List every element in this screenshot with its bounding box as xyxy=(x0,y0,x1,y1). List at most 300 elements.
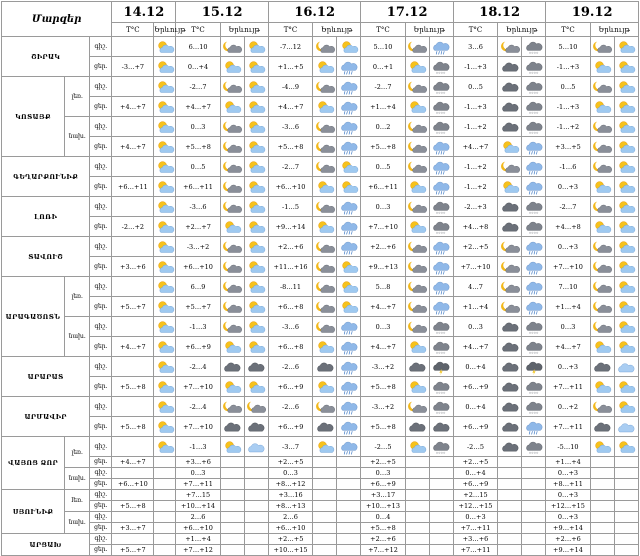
weather-cell xyxy=(590,317,614,337)
weather-cell xyxy=(614,177,638,197)
weather-cell xyxy=(405,417,429,437)
rain-cloud-icon xyxy=(431,300,451,316)
moon-cloud-icon xyxy=(407,120,427,136)
rain-cloud-icon xyxy=(431,140,451,156)
weather-cell xyxy=(220,534,244,545)
weather-cell xyxy=(405,77,429,97)
weather-cell xyxy=(498,523,522,534)
region-name: ՍՅՈՒՆԻՔ xyxy=(2,490,65,534)
temperature-value: 0…5 xyxy=(546,77,590,97)
temperature-value: +6…+9 xyxy=(453,417,497,437)
temperature-value: -1…+2 xyxy=(453,177,497,197)
sun-cloud-icon xyxy=(246,100,266,116)
temperature-value: -1…+3 xyxy=(546,97,590,117)
weather-cell xyxy=(498,501,522,512)
cloud-icon xyxy=(616,420,636,436)
moon-cloud-icon xyxy=(592,240,612,256)
weather-cell xyxy=(614,317,638,337)
forecast-row xyxy=(2,177,639,197)
weather-cell xyxy=(337,357,361,377)
forecast-row xyxy=(2,77,639,97)
weather-cell xyxy=(154,501,176,512)
weather-cell xyxy=(614,397,638,417)
sun-cloud-icon xyxy=(155,40,175,56)
weather-cell xyxy=(522,377,546,397)
moon-cloud-icon xyxy=(222,80,242,96)
sun-cloud-icon xyxy=(407,220,427,236)
rain-cloud-icon xyxy=(524,300,544,316)
weather-cell xyxy=(429,157,453,177)
temperature-value: 0…3 xyxy=(361,197,405,217)
weather-cell xyxy=(498,237,522,257)
day-night-label: գիշ. xyxy=(90,117,112,137)
temperature-value: +12…+15 xyxy=(546,501,590,512)
temperature-value: 0…5 xyxy=(176,157,220,177)
sun-cloud-icon xyxy=(155,240,175,256)
day-night-label: ցեր. xyxy=(90,545,112,556)
weather-cell xyxy=(244,523,268,534)
weather-cell xyxy=(590,468,614,479)
rain-cloud-icon xyxy=(339,60,359,76)
temperature-value: +5…+7 xyxy=(176,297,220,317)
weather-cell xyxy=(498,437,522,457)
weather-cell xyxy=(590,97,614,117)
sun-cloud-icon xyxy=(592,340,612,356)
weather-cell xyxy=(522,337,546,357)
temperature-value: +5…+7 xyxy=(112,297,154,317)
weather-cell xyxy=(313,534,337,545)
day-night-label: ցեր. xyxy=(90,457,112,468)
snow-cloud-icon xyxy=(524,80,544,96)
weather-cell xyxy=(313,277,337,297)
weather-cell xyxy=(244,77,268,97)
weather-cell xyxy=(244,457,268,468)
forecast-row xyxy=(2,468,639,479)
sun-cloud-icon xyxy=(407,100,427,116)
weather-cell xyxy=(614,277,638,297)
weather-cell xyxy=(337,523,361,534)
sun-cloud-icon xyxy=(246,120,266,136)
weather-cell xyxy=(313,457,337,468)
temperature-value: 0…+3 xyxy=(546,177,590,197)
temperature-value: +3…+6 xyxy=(176,457,220,468)
weather-cell xyxy=(590,417,614,437)
temperature-value: -2…4 xyxy=(176,357,220,377)
weather-cell xyxy=(590,117,614,137)
temperature-value: +6…+9 xyxy=(268,377,312,397)
temperature-value: +1…+4 xyxy=(176,534,220,545)
weather-cell xyxy=(337,57,361,77)
weather-cell xyxy=(337,237,361,257)
temperature-value: -1…5 xyxy=(268,197,312,217)
weather-cell xyxy=(154,468,176,479)
moon-cloud-icon xyxy=(407,80,427,96)
weather-cell xyxy=(405,157,429,177)
snow-cloud-icon xyxy=(431,100,451,116)
rain-cloud-icon xyxy=(339,120,359,136)
sun-cloud-icon xyxy=(246,260,266,276)
temperature-value: 0…3 xyxy=(361,317,405,337)
temperature-value: +6…+10 xyxy=(268,177,312,197)
weather-cell xyxy=(313,37,337,57)
thunder-cloud-icon xyxy=(524,360,544,376)
weather-cell xyxy=(429,37,453,57)
day-night-label: ցեր. xyxy=(90,297,112,317)
temperature-value: 0…3 xyxy=(546,317,590,337)
temperature-value: -2…6 xyxy=(268,397,312,417)
weather-cell xyxy=(337,257,361,277)
weather-cell xyxy=(244,501,268,512)
temperature-value: -3…+7 xyxy=(112,57,154,77)
weather-cell xyxy=(522,501,546,512)
weather-cell xyxy=(429,217,453,237)
temperature-value: 6…9 xyxy=(176,277,220,297)
weather-cell xyxy=(337,457,361,468)
weather-cell xyxy=(405,512,429,523)
weather-cell xyxy=(244,97,268,117)
forecast-row xyxy=(2,277,639,297)
region-name: ԱՐԱԳԱԾՈՏՆ xyxy=(2,277,65,357)
weather-cell xyxy=(429,501,453,512)
weather-cell xyxy=(429,257,453,277)
weather-cell xyxy=(522,534,546,545)
temperature-value: 5…10 xyxy=(546,37,590,57)
subregion-label: լեռ. xyxy=(65,77,90,117)
temperature-value xyxy=(112,37,154,57)
sun-cloud-icon xyxy=(155,420,175,436)
sun-cloud-icon xyxy=(616,200,636,216)
weather-cell xyxy=(405,137,429,157)
snow-cloud-icon xyxy=(524,220,544,236)
forecast-row xyxy=(2,337,639,357)
weather-cell xyxy=(590,37,614,57)
weather-cell xyxy=(429,177,453,197)
sun-cloud-icon xyxy=(592,380,612,396)
region-name: ԳԵՂԱՐՔՈՒՆԻՔ xyxy=(2,157,90,197)
weather-cell xyxy=(405,545,429,556)
sun-cloud-icon xyxy=(315,180,335,196)
weather-cell xyxy=(405,437,429,457)
weather-cell xyxy=(405,297,429,317)
weather-cell xyxy=(220,217,244,237)
temperature-value: +1…+5 xyxy=(268,57,312,77)
weather-cell xyxy=(614,297,638,317)
dark-cloud-icon xyxy=(315,420,335,436)
forecast-row xyxy=(2,397,639,417)
weather-cell xyxy=(590,357,614,377)
dark-cloud-icon xyxy=(592,420,612,436)
weather-cell xyxy=(405,397,429,417)
sun-cloud-icon xyxy=(246,220,266,236)
weather-cell xyxy=(220,317,244,337)
temperature-value xyxy=(112,534,154,545)
weather-cell xyxy=(429,77,453,97)
temperature-column-header: T°C xyxy=(176,23,220,37)
weather-cell xyxy=(590,397,614,417)
moon-cloud-icon xyxy=(407,260,427,276)
temperature-value: -3…6 xyxy=(268,117,312,137)
weather-cell xyxy=(220,117,244,137)
weather-cell xyxy=(522,468,546,479)
temperature-value: +6…+11 xyxy=(112,177,154,197)
dark-cloud-icon xyxy=(500,60,520,76)
weather-cell xyxy=(313,197,337,217)
rain-cloud-icon xyxy=(339,380,359,396)
moon-cloud-icon xyxy=(407,140,427,156)
weather-cell xyxy=(522,197,546,217)
dark-cloud-icon xyxy=(500,100,520,116)
weather-cell xyxy=(313,317,337,337)
weather-cell xyxy=(313,512,337,523)
weather-cell xyxy=(522,417,546,437)
regions-header: Մարզեր xyxy=(2,2,112,37)
weather-cell xyxy=(337,137,361,157)
region-name: ԱՐԱՐԱՏ xyxy=(2,357,90,397)
weather-cell xyxy=(337,97,361,117)
day-night-label: ցեր. xyxy=(90,97,112,117)
weather-cell xyxy=(614,77,638,97)
weather-cell xyxy=(498,177,522,197)
temperature-value: 0…+3 xyxy=(453,512,497,523)
weather-cell xyxy=(614,417,638,437)
weather-cell xyxy=(244,317,268,337)
weather-cell xyxy=(429,337,453,357)
weather-cell xyxy=(313,417,337,437)
temperature-value: 0…5 xyxy=(453,77,497,97)
weather-cell xyxy=(244,297,268,317)
sun-cloud-icon xyxy=(616,220,636,236)
forecast-row xyxy=(2,377,639,397)
weather-cell xyxy=(154,37,176,57)
weather-cell xyxy=(337,479,361,490)
weather-cell xyxy=(313,97,337,117)
weather-cell xyxy=(429,137,453,157)
dark-cloud-icon xyxy=(315,360,335,376)
temperature-value: +2…+5 xyxy=(361,457,405,468)
temperature-value: +6…+9 xyxy=(176,337,220,357)
temperature-value: +5…+8 xyxy=(112,501,154,512)
dark-cloud-icon xyxy=(500,440,520,456)
forecast-row xyxy=(2,357,639,377)
sun-cloud-icon xyxy=(246,340,266,356)
rain-cloud-icon xyxy=(339,340,359,356)
weather-cell xyxy=(313,177,337,197)
date-header: 17.12 xyxy=(361,2,453,23)
weather-cell xyxy=(522,237,546,257)
temperature-value xyxy=(112,237,154,257)
sun-cloud-icon xyxy=(616,380,636,396)
temperature-value: +3…+7 xyxy=(112,523,154,534)
temperature-value: +6…+9 xyxy=(268,417,312,437)
forecast-row xyxy=(2,534,639,545)
rain-cloud-icon xyxy=(524,240,544,256)
moon-cloud-icon xyxy=(500,160,520,176)
moon-cloud-icon xyxy=(407,240,427,256)
temperature-value: +4…+7 xyxy=(546,337,590,357)
weather-cell xyxy=(154,437,176,457)
temperature-value: +7…+10 xyxy=(176,417,220,437)
temperature-value: +5…+7 xyxy=(112,545,154,556)
moon-cloud-icon xyxy=(592,40,612,56)
weather-cell xyxy=(405,97,429,117)
temperature-value: +7…+10 xyxy=(361,217,405,237)
sun-cloud-icon xyxy=(155,220,175,236)
sun-cloud-icon xyxy=(339,260,359,276)
weather-cell xyxy=(498,534,522,545)
weather-cell xyxy=(429,545,453,556)
temperature-value: +6…+10 xyxy=(176,523,220,534)
temperature-value: +7…+12 xyxy=(361,545,405,556)
snow-cloud-icon xyxy=(524,380,544,396)
temperature-value: 7…10 xyxy=(546,277,590,297)
rain-cloud-icon xyxy=(339,100,359,116)
weather-cell xyxy=(429,417,453,437)
moon-cloud-icon xyxy=(222,320,242,336)
weather-cell xyxy=(244,37,268,57)
weather-cell xyxy=(220,377,244,397)
temperature-value xyxy=(112,157,154,177)
weather-cell xyxy=(154,337,176,357)
sun-cloud-icon xyxy=(616,140,636,156)
sun-cloud-icon xyxy=(315,340,335,356)
temperature-value: +6…+9 xyxy=(361,479,405,490)
sun-cloud-icon xyxy=(616,280,636,296)
day-night-label: ցեր. xyxy=(90,257,112,277)
weather-cell xyxy=(522,277,546,297)
weather-cell xyxy=(154,479,176,490)
weather-cell xyxy=(405,237,429,257)
weather-cell xyxy=(498,490,522,501)
temperature-value: 0…5 xyxy=(361,157,405,177)
moon-cloud-icon xyxy=(592,160,612,176)
sun-cloud-icon xyxy=(222,380,242,396)
weather-cell xyxy=(429,297,453,317)
subregion-label: լեռ. xyxy=(65,277,90,317)
weather-cell xyxy=(429,523,453,534)
sun-cloud-icon xyxy=(155,120,175,136)
dark-cloud-icon xyxy=(500,420,520,436)
moon-cloud-icon xyxy=(222,260,242,276)
rain-cloud-icon xyxy=(339,220,359,236)
temperature-value: +6…+10 xyxy=(176,257,220,277)
day-night-label: գիշ. xyxy=(90,197,112,217)
weather-cell xyxy=(244,397,268,417)
sun-cloud-icon xyxy=(246,140,266,156)
weather-cell xyxy=(337,277,361,297)
weather-cell xyxy=(405,457,429,468)
rain-cloud-icon xyxy=(339,140,359,156)
sun-cloud-icon xyxy=(339,160,359,176)
temperature-value: +8…+13 xyxy=(268,501,312,512)
day-night-label: գիշ. xyxy=(90,77,112,97)
sun-cloud-icon xyxy=(155,180,175,196)
snow-cloud-icon xyxy=(431,440,451,456)
weather-cell xyxy=(313,297,337,317)
weather-cell xyxy=(220,357,244,377)
weather-cell xyxy=(429,468,453,479)
weather-cell xyxy=(522,57,546,77)
weather-cell xyxy=(522,479,546,490)
weather-cell xyxy=(313,157,337,177)
day-night-label: ցեր. xyxy=(90,337,112,357)
temperature-value: +10…+14 xyxy=(176,501,220,512)
weather-cell xyxy=(244,468,268,479)
sun-cloud-icon xyxy=(155,200,175,216)
weather-cell xyxy=(154,534,176,545)
dark-cloud-icon xyxy=(592,360,612,376)
weather-cell xyxy=(429,237,453,257)
weather-cell xyxy=(244,479,268,490)
temperature-value: +6…+10 xyxy=(268,523,312,534)
weather-cell xyxy=(429,512,453,523)
sun-cloud-icon xyxy=(155,140,175,156)
moon-cloud-icon xyxy=(315,40,335,56)
weather-cell xyxy=(498,337,522,357)
weather-cell xyxy=(590,337,614,357)
temperature-column-header: T°C xyxy=(112,23,154,37)
temperature-value: 5…8 xyxy=(361,277,405,297)
temperature-value: 0…+3 xyxy=(546,468,590,479)
weather-cell xyxy=(337,177,361,197)
rain-cloud-icon xyxy=(431,280,451,296)
weather-cell xyxy=(220,523,244,534)
weather-column-header: Երևույթ xyxy=(405,23,453,37)
weather-cell xyxy=(405,357,429,377)
weather-cell xyxy=(590,545,614,556)
weather-cell xyxy=(244,417,268,437)
temperature-value: +12…+15 xyxy=(453,501,497,512)
weather-cell xyxy=(614,468,638,479)
weather-cell xyxy=(154,257,176,277)
moon-cloud-icon xyxy=(222,160,242,176)
snow-cloud-icon xyxy=(524,440,544,456)
weather-cell xyxy=(498,397,522,417)
moon-cloud-icon xyxy=(315,240,335,256)
weather-cell xyxy=(220,337,244,357)
weather-cell xyxy=(614,137,638,157)
dark-cloud-icon xyxy=(500,320,520,336)
weather-cell xyxy=(244,177,268,197)
temperature-value: -1…+3 xyxy=(453,57,497,77)
day-night-label: գիշ. xyxy=(90,357,112,377)
weather-cell xyxy=(337,490,361,501)
weather-cell xyxy=(244,377,268,397)
temperature-value: +7…+12 xyxy=(176,545,220,556)
dark-cloud-icon xyxy=(222,360,242,376)
temperature-value: +4…+7 xyxy=(112,97,154,117)
weather-cell xyxy=(614,117,638,137)
weather-cell xyxy=(614,501,638,512)
weather-column-header: Երևույթ xyxy=(220,23,268,37)
temperature-value xyxy=(112,397,154,417)
moon-cloud-icon xyxy=(315,260,335,276)
moon-cloud-icon xyxy=(500,260,520,276)
weather-cell xyxy=(154,177,176,197)
temperature-value: +4…+8 xyxy=(546,217,590,237)
temperature-value: +7…+10 xyxy=(176,377,220,397)
weather-cell xyxy=(313,237,337,257)
temperature-value: +4…+7 xyxy=(453,337,497,357)
weather-cell xyxy=(498,457,522,468)
rain-cloud-icon xyxy=(339,80,359,96)
weather-cell xyxy=(498,357,522,377)
sun-cloud-icon xyxy=(407,340,427,356)
weather-cell xyxy=(220,157,244,177)
temperature-value: +5…+8 xyxy=(268,137,312,157)
weather-cell xyxy=(498,512,522,523)
temperature-value: 3…6 xyxy=(453,37,497,57)
sun-cloud-icon xyxy=(155,100,175,116)
